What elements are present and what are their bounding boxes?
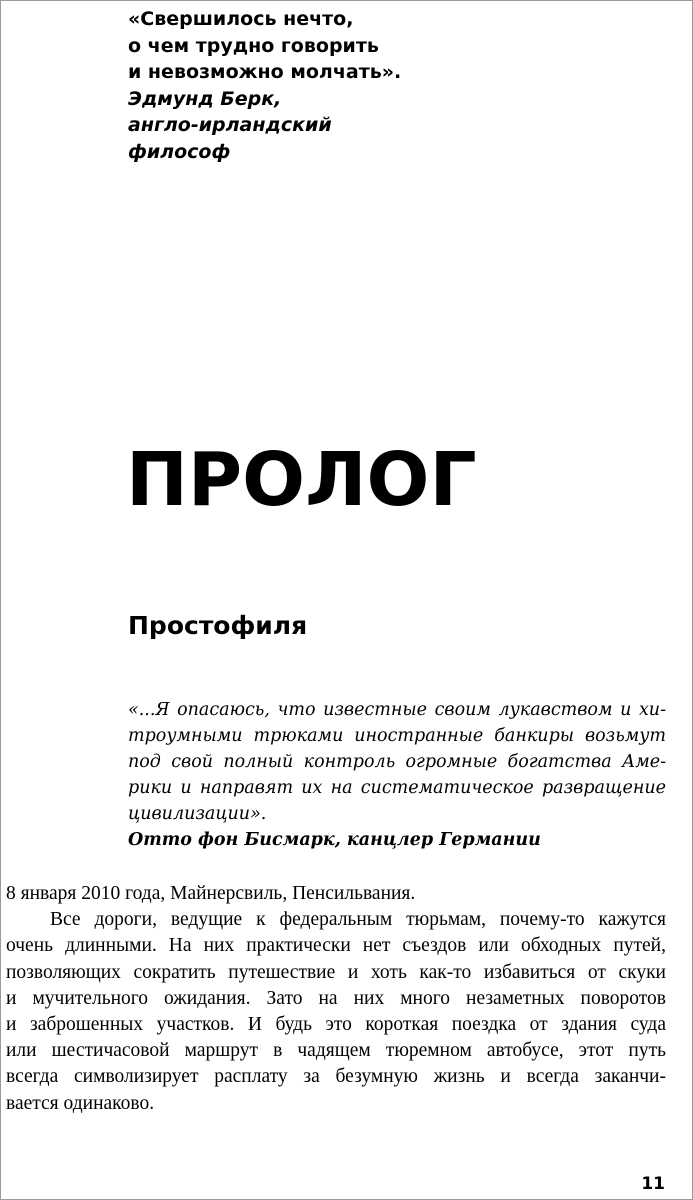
page-number: 11 <box>641 1174 665 1194</box>
quote-line: под свой полный контроль огромные богатства Аме- <box>128 752 666 772</box>
epigraph-author: философ <box>128 140 231 163</box>
quote-line: рики и направят их на систематическое развращение <box>128 778 666 798</box>
body-line: Все дороги, ведущие к федеральным тюрьмам, почему-то кажутся <box>50 909 666 931</box>
chapter-quote <box>128 697 666 853</box>
quote-attribution: Отто фон Бисмарк, канцлер Германии <box>128 830 541 850</box>
dateline: 8 января 2010 года, Майнерсвиль, Пенсильвания. <box>6 883 416 904</box>
epigraph-author: англо-ирландский <box>128 114 332 136</box>
quote-line: троумными трюками иностранные банкиры возьмут <box>128 726 666 746</box>
body-line: или шестичасовой маршрут в чадящем тюремном автобусе, этот путь <box>6 1040 666 1062</box>
epigraph <box>128 6 568 165</box>
quote-line: цивилизации». <box>128 804 267 824</box>
epigraph-line: «Свершилось нечто, <box>128 8 354 30</box>
quote-line: «...Я опасаюсь, что известные своим лукавством и хи- <box>128 700 666 720</box>
body-line: и мучительного ожидания. Зато на них много незаметных поворотов <box>6 987 666 1009</box>
body-line: очень длинными. На них практически нет съездов или обходных путей, <box>6 935 666 957</box>
body-line: позволяющих сократить путешествие и хоть как-то избавиться от скуки <box>6 961 666 983</box>
epigraph-line: и невозможно молчать». <box>128 61 402 83</box>
body-line: вается одинаково. <box>6 1092 155 1114</box>
body-text <box>6 881 666 1117</box>
chapter-title: ПРОЛОГ <box>126 437 477 523</box>
chapter-subtitle: Простофиля <box>128 611 308 640</box>
epigraph-line: о чем трудно говорить <box>128 34 379 57</box>
body-line: и заброшенных участков. И будь это короткая поездка от здания суда <box>6 1014 666 1036</box>
body-line: всегда символизирует расплату за безумную жизнь и всегда заканчи- <box>6 1066 666 1088</box>
epigraph-author: Эдмунд Берк, <box>128 87 282 110</box>
